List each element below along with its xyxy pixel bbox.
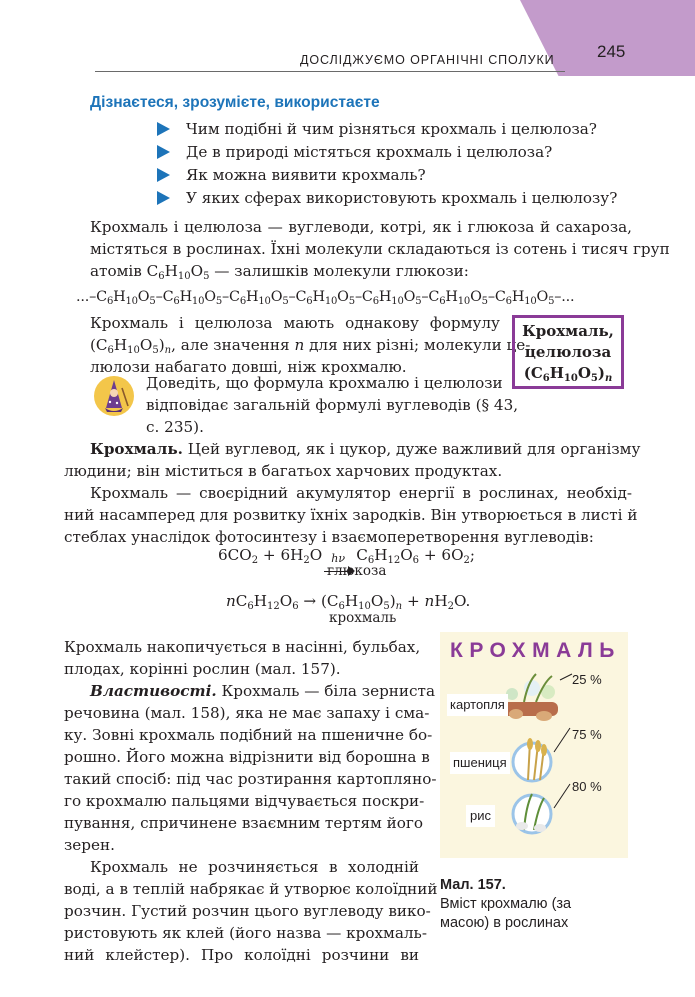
intro-line: атомів $C_6H_{10}O_5$ — залишків молекули глюкози: (90, 262, 469, 282)
percent-label: 80 % (572, 779, 602, 794)
body-line: воді, а в теплій набрякає й утворює колоїдний (64, 880, 438, 898)
glucose-residue: $-C_6H_{10}O_5$ (421, 289, 488, 307)
task-line: Доведіть, що формула крохмалю і целюлози (146, 374, 503, 392)
bullet-text: Чим подібні й чим різняться крохмаль і целюлоза? (186, 120, 597, 138)
body-line: розчин. Густий розчин цього вуглеводу вико- (64, 902, 431, 920)
formula-para-line: люлози набагато довші, ніж крохмалю. (90, 358, 407, 376)
glucose-residue: $-C_6H_{10}O_5$ (89, 289, 156, 307)
section-heading: Дізнаєтеся, зрозумієте, використаєте (90, 94, 380, 111)
starch-para-line: ний насамперед для розвитку їхніх зародків. Він утворюється в листі й (64, 506, 638, 524)
leader-line (560, 674, 572, 680)
glucose-residue: $-C_6H_{10}O_5$ (288, 289, 355, 307)
body-line: ристовують як клей (його назва — крохмаль- (64, 924, 427, 942)
starch-para-line: Крохмаль — своєрідний акумулятор енергії в рослинах, необхід- (90, 484, 632, 502)
body-line: плодах, корінні рослин (мал. 157). (64, 660, 341, 678)
caption-text: масою) в рослинах (440, 915, 569, 931)
body-line: рошно. Його можна відрізнити від борошна в (64, 748, 430, 766)
glucose-residue: $-C_6H_{10}O_5$ (487, 289, 555, 307)
body-line: Крохмаль не розчиняється в холодній (90, 858, 419, 876)
figure-caption (440, 876, 620, 933)
body-line: Властивості. Крохмаль — біла зерниста (90, 682, 436, 700)
body-line: пування, спричинене взаємним тертям його (64, 814, 424, 832)
bullet-item (157, 187, 617, 210)
equation-label-glucose: глюкоза (327, 563, 387, 579)
task-line: відповідає загальній формулі вуглеводів (§ 43, (146, 396, 519, 414)
leader-line (554, 728, 570, 752)
key-term-formula: $(C_6H_{10}O_5)_n$ (523, 364, 613, 384)
rice-illustration (513, 794, 551, 833)
body-line: ку. Зовні крохмаль подібний на пшеничне бо- (64, 726, 433, 744)
percent-label: 25 % (572, 672, 602, 687)
key-term: Крохмаль, (522, 322, 614, 340)
potato-illustration (502, 674, 558, 721)
equation-label-starch: крохмаль (329, 610, 397, 626)
photosynthesis-equation: $6CO_2 + 6H_2O$ hν $C_6H_{12}O_6 + 6O_2$; (218, 544, 475, 566)
plant-label: картопля (447, 694, 508, 716)
formula-para-line: Крохмаль і целюлоза мають однакову формулу (90, 314, 500, 332)
running-head: ДОСЛІДЖУЄМО ОРГАНІЧНІ СПОЛУКИ (300, 53, 555, 67)
bullet-text: У яких сферах використовують крохмаль і целюлозу? (186, 189, 618, 207)
triangle-bullet-icon (157, 168, 170, 182)
wizard-task-icon (93, 374, 135, 418)
starch-para-line: людини; він міститься в багатьох харчових продуктах. (64, 462, 503, 480)
caption-title: Мал. 157. (440, 877, 506, 893)
triangle-bullet-icon (157, 122, 170, 136)
formula-para-line: $(C_6H_{10}O_5)_n$, але значення n для них різні; молекули це- (90, 336, 531, 356)
bullet-text: Де в природі містяться крохмаль і целюлоза? (186, 143, 553, 161)
glucose-residue: $-C_6H_{10}O_5$ (354, 289, 422, 307)
body-line: речовина (мал. 158), яка не має запаху і сма- (64, 704, 430, 722)
caption-text: Вміст крохмалю (за (440, 896, 572, 912)
figure-leader-lines (554, 674, 572, 808)
glucose-residue: $-C_6H_{10}O_5$ (155, 289, 223, 307)
wheat-illustration (513, 738, 551, 781)
body-line: такий спосіб: під час розтирання картопляно- (64, 770, 437, 788)
body-line: зерен. (64, 836, 115, 854)
triangle-bullet-icon (157, 191, 170, 205)
chain-formula: $...-C_6H_{10}O_5-C_6H_{10}O_5-C_6H_{10}O_5-C_6H_{10}O_5-C_6H_{10}O_5-C_6H_{10}O_5-C_6H_{10}O_5-$... (76, 289, 575, 307)
body-line: ний клейстер). Про колоїдні розчини ви (64, 946, 419, 964)
header-rule (95, 71, 565, 72)
polymerization-equation: $nC_6H_{12}O_6 \to (C_6H_{10}O_5)_n + nH_2O$. (226, 592, 471, 612)
plant-label: пшениця (450, 752, 510, 774)
triangle-bullet-icon (157, 145, 170, 159)
figure-title: КРОХМАЛЬ (450, 639, 621, 662)
task-line: с. 235). (146, 418, 204, 436)
bullet-item (157, 141, 552, 164)
plant-label: рис (466, 805, 495, 827)
intro-line: Крохмаль і целюлоза — вуглеводи, котрі, як і глюкоза й сахароза, (90, 218, 632, 236)
body-line: Крохмаль накопичується в насінні, бульбах, (64, 638, 421, 656)
leader-line (554, 784, 570, 808)
glucose-residue: $-C_6H_{10}O_5$ (222, 289, 289, 307)
bullet-item (157, 164, 426, 187)
bullet-text: Як можна виявити крохмаль? (186, 166, 426, 184)
starch-para-line: стеблах унаслідок фотосинтезу і взаємоперетворення вуглеводів: (64, 528, 594, 546)
body-line: го крохмалю пальцями відчувається поскри- (64, 792, 425, 810)
page-number: 245 (597, 42, 626, 61)
bullet-item (157, 118, 597, 141)
starch-para-line: Крохмаль. Цей вуглевод, як і цукор, дуже важливий для організму (90, 440, 641, 458)
percent-label: 75 % (572, 727, 602, 742)
key-terms-box (512, 315, 624, 389)
intro-line: містяться в рослинах. Їхні молекули складаються із сотень і тисяч груп (90, 240, 670, 258)
key-term: целюлоза (524, 343, 612, 361)
